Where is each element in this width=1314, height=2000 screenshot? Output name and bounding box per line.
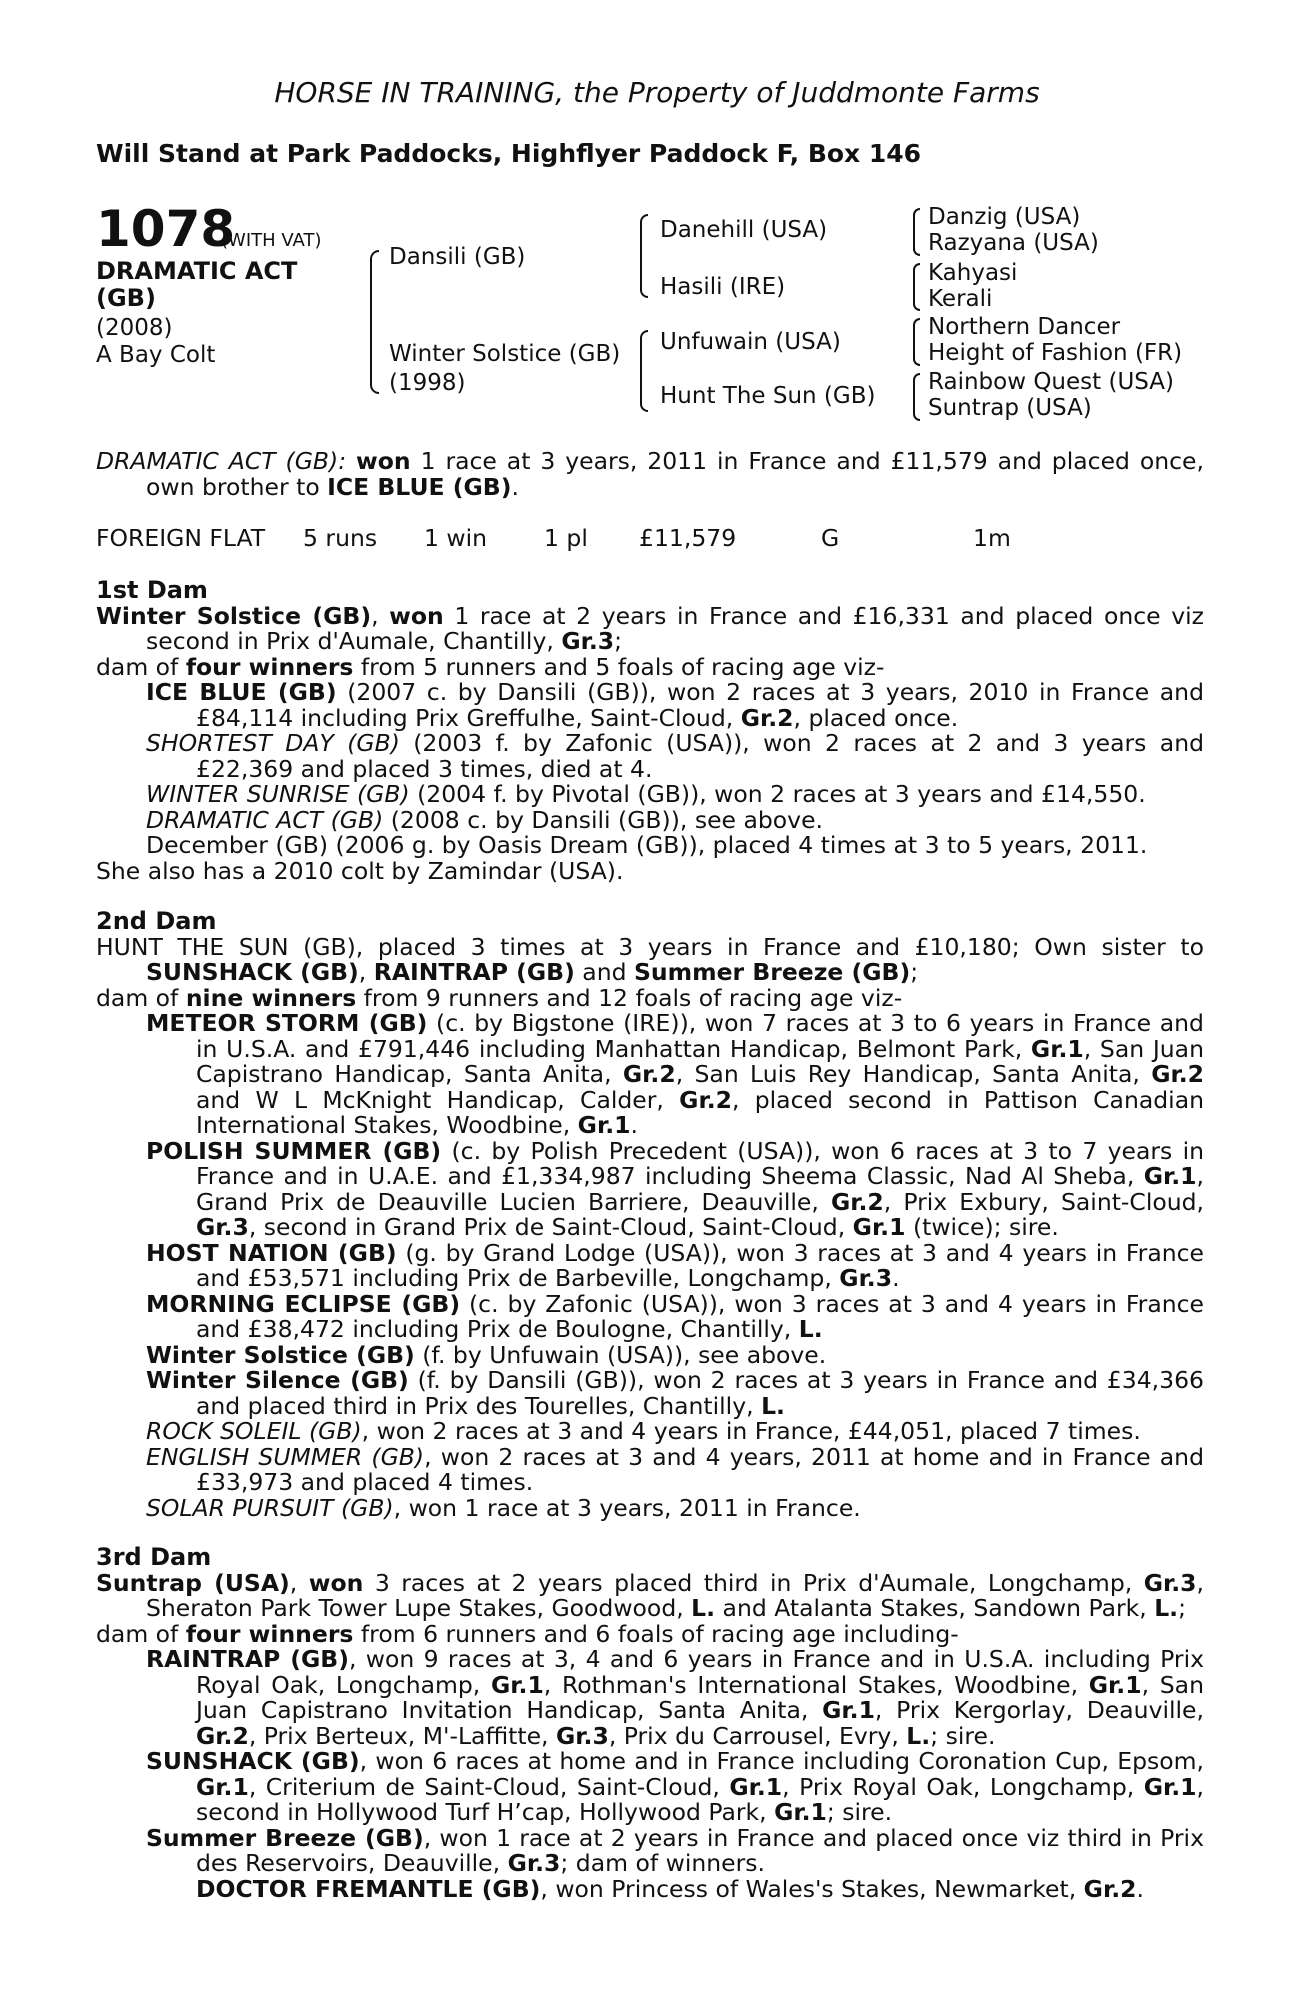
dam-sire: Unfuwain (USA) <box>660 329 841 355</box>
intro-paragraph: DRAMATIC ACT (GB): won 1 race at 3 years, 2011 in France and £11,579 and placed once, own brother to ICE BLUE (GB). <box>96 447 1204 501</box>
page-header: HORSE IN TRAINING, the Property of Juddmonte Farms <box>274 76 1040 109</box>
first-dam-heading: 1st Dam <box>96 576 208 604</box>
record-wins: 1 win <box>424 524 488 552</box>
progeny-winter-sunrise: WINTER SUNRISE (GB) (2004 f. by Pivotal (GB)), won 2 races at 3 years and £14,550. <box>146 780 1146 808</box>
gp-rainbow-quest: Rainbow Quest (USA) <box>928 369 1175 395</box>
record-runs: 5 runs <box>303 524 378 552</box>
intro-brother: ICE BLUE (GB) <box>327 472 512 501</box>
sire-sire: Danehill (USA) <box>660 217 828 243</box>
record-placed: 1 pl <box>544 524 588 552</box>
sire-dam: Hasili (IRE) <box>660 274 786 300</box>
first-dam-produce-line: dam of four winners from 5 runners and 5 foals of racing age viz- <box>96 652 885 681</box>
progeny-summer-breeze: Summer Breeze (GB), won 1 race at 2 years in France and placed once viz third in Prix des Reservoirs, Deauville, Gr.3; dam of winners. <box>146 1823 1204 1877</box>
gp-brace-4 <box>913 373 920 421</box>
progeny-shortest-day: SHORTEST DAY (GB) (2003 f. by Zafonic (USA)), won 2 races at 2 and 3 years and £22,369 and placed 3 times, died at 4. <box>146 729 1205 783</box>
progeny-raintrap: RAINTRAP (GB), won 9 races at 3, 4 and 6 years in France and in U.S.A. including Prix Royal Oak, Longchamp, Gr.1, Rothman's International Stakes, Woodbine, Gr.1, San Juan Capistrano Invitation Handicap, Santa Anita, Gr.1, Prix Kergorlay, Deauville, Gr.2, Prix Berteux, M'-Laffitte, Gr.3, Prix du Carrousel, Evry, L.; sire. <box>146 1645 1205 1750</box>
race-record <box>96 526 1204 552</box>
vat-note: (WITH VAT) <box>221 230 322 251</box>
horse-name-line2: (GB) <box>96 284 156 312</box>
intro-horse-name: DRAMATIC ACT (GB) <box>96 447 339 475</box>
progeny-winter-silence: Winter Silence (GB) (f. by Dansili (GB)), won 2 races at 3 years in France and £34,366 and placed third in Prix des Tourelles, Chantilly, L. <box>146 1366 1204 1420</box>
first-dam-section <box>96 578 1204 884</box>
progeny-sunshack: SUNSHACK (GB), won 6 races at home and in France including Coronation Cup, Epsom, Gr.1, Criterium de Saint-Cloud, Saint-Cloud, Gr.1, Prix Royal Oak, Longchamp, Gr.1, second in Hollywood Turf H’cap, Hollywood Park, Gr.1; sire. <box>146 1747 1204 1826</box>
lot-number: 1078 <box>96 200 236 258</box>
second-dam-heading: 2nd Dam <box>96 907 217 935</box>
horse-name <box>96 258 297 312</box>
progeny-solar-pursuit: SOLAR PURSUIT (GB), won 1 race at 3 years, 2011 in France. <box>146 1493 861 1522</box>
gp-kahyasi: Kahyasi <box>928 260 1018 286</box>
sire-parents-brace <box>640 214 648 298</box>
gp-brace-3 <box>913 318 920 366</box>
gp-suntrap: Suntrap (USA) <box>928 395 1092 421</box>
third-dam-section <box>96 1545 1204 1902</box>
progeny-dramatic-act: DRAMATIC ACT (GB) (2008 c. by Dansili (GB)), see above. <box>146 805 823 834</box>
dam-dam: Hunt The Sun (GB) <box>660 383 876 409</box>
second-dam-produce-line: dam of nine winners from 9 runners and 12 foals of racing age viz- <box>96 983 903 1012</box>
progeny-rock-soleil: ROCK SOLEIL (GB), won 2 races at 3 and 4 years in France, £44,051, placed 7 times. <box>146 1417 1141 1445</box>
gp-northern-dancer: Northern Dancer <box>928 314 1121 340</box>
third-dam-heading: 3rd Dam <box>96 1543 212 1571</box>
gp-kerali: Kerali <box>928 286 993 312</box>
progeny-december: December (GB) (2006 g. by Oasis Dream (GB)), placed 4 times at 3 to 5 years, 2011. <box>146 831 1148 859</box>
record-earnings: £11,579 <box>639 524 737 552</box>
progeny-polish-summer: POLISH SUMMER (GB) (c. by Polish Precedent (USA)), won 6 races at 3 to 7 years in France and in U.A.E. and £1,334,987 including Sheema Classic, Nad Al Sheba, Gr.1, Grand Prix de Deauville Lucien Barriere, Deauville, Gr.2, Prix Exbury, Saint-Cloud, Gr.3, second in Grand Prix de Saint-Cloud, Saint-Cloud, Gr.1 (twice); sire. <box>146 1136 1205 1241</box>
first-dam-summary: Winter Solstice (GB), won 1 race at 2 years in France and £16,331 and placed once viz second in Prix d'Aumale, Chantilly, Gr.3; <box>96 601 1204 655</box>
third-dam-produce-line: dam of four winners from 6 runners and 6 foals of racing age including- <box>96 1619 959 1648</box>
record-distance: 1m <box>973 524 1011 552</box>
foal-year: (2008) <box>96 315 173 341</box>
gp-brace-1 <box>913 208 920 256</box>
progeny-morning-eclipse: MORNING ECLIPSE (GB) (c. by Zafonic (USA)), won 3 races at 3 and 4 years in France and £38,472 including Prix de Boulogne, Chantilly, L. <box>146 1289 1204 1343</box>
dam: Winter Solstice (GB) <box>389 341 621 367</box>
progeny-host-nation: HOST NATION (GB) (g. by Grand Lodge (USA)), won 3 races at 3 and 4 years in France and £53,571 including Prix de Barbeville, Longchamp, Gr.3. <box>146 1238 1205 1292</box>
gp-height-of-fashion: Height of Fashion (FR) <box>928 340 1183 366</box>
horse-name-line1: DRAMATIC ACT <box>96 257 298 285</box>
stand-location: Will Stand at Park Paddocks, Highflyer Paddock F, Box 146 <box>96 139 922 168</box>
gp-brace-2 <box>913 263 920 311</box>
second-dam-summary: HUNT THE SUN (GB), placed 3 times at 3 years in France and £10,180; Own sister to SUNSHACK (GB), RAINTRAP (GB) and Summer Breeze (GB); <box>96 932 1204 986</box>
gp-razyana: Razyana (USA) <box>928 230 1099 256</box>
third-dam-summary: Suntrap (USA), won 3 races at 2 years placed third in Prix d'Aumale, Longchamp, Gr.3, Sheraton Park Tower Lupe Stakes, Goodwood, L. and Atalanta Stakes, Sandown Park, L.; <box>96 1568 1204 1622</box>
first-dam-note: She also has a 2010 colt by Zamindar (USA). <box>96 856 624 885</box>
record-category: FOREIGN FLAT <box>96 524 266 552</box>
dam-parents-brace <box>640 330 648 412</box>
progeny-ice-blue: ICE BLUE (GB) (2007 c. by Dansili (GB)), won 2 races at 3 years, 2010 in France and £84,114 including Prix Greffulhe, Saint-Cloud, Gr.2, placed once. <box>146 678 1204 732</box>
second-dam-section <box>96 909 1204 1521</box>
progeny-winter-solstice: Winter Solstice (GB) (f. by Unfuwain (USA)), see above. <box>146 1340 827 1369</box>
sire-dam-brace <box>370 250 379 394</box>
progeny-meteor-storm: METEOR STORM (GB) (c. by Bigstone (IRE)), won 7 races at 3 to 6 years in France and in U.S.A. and £791,446 including Manhattan Handicap, Belmont Park, Gr.1, San Juan Capistrano Handicap, Santa Anita, Gr.2, San Luis Rey Handicap, Santa Anita, Gr.2 and W L McKnight Handicap, Calder, Gr.2, placed second in Pattison Canadian International Stakes, Woodbine, Gr.1. <box>146 1009 1204 1139</box>
sire: Dansili (GB) <box>389 244 526 270</box>
dam-year: (1998) <box>389 370 466 396</box>
progeny-english-summer: ENGLISH SUMMER (GB), won 2 races at 3 and 4 years, 2011 at home and in France and £33,973 and placed 4 times. <box>146 1442 1204 1496</box>
horse-description: A Bay Colt <box>96 342 216 368</box>
progeny-doctor-fremantle: DOCTOR FREMANTLE (GB), won Princess of Wales's Stakes, Newmarket, Gr.2. <box>196 1874 1144 1903</box>
record-going: G <box>821 524 840 552</box>
gp-danzig: Danzig (USA) <box>928 204 1081 230</box>
